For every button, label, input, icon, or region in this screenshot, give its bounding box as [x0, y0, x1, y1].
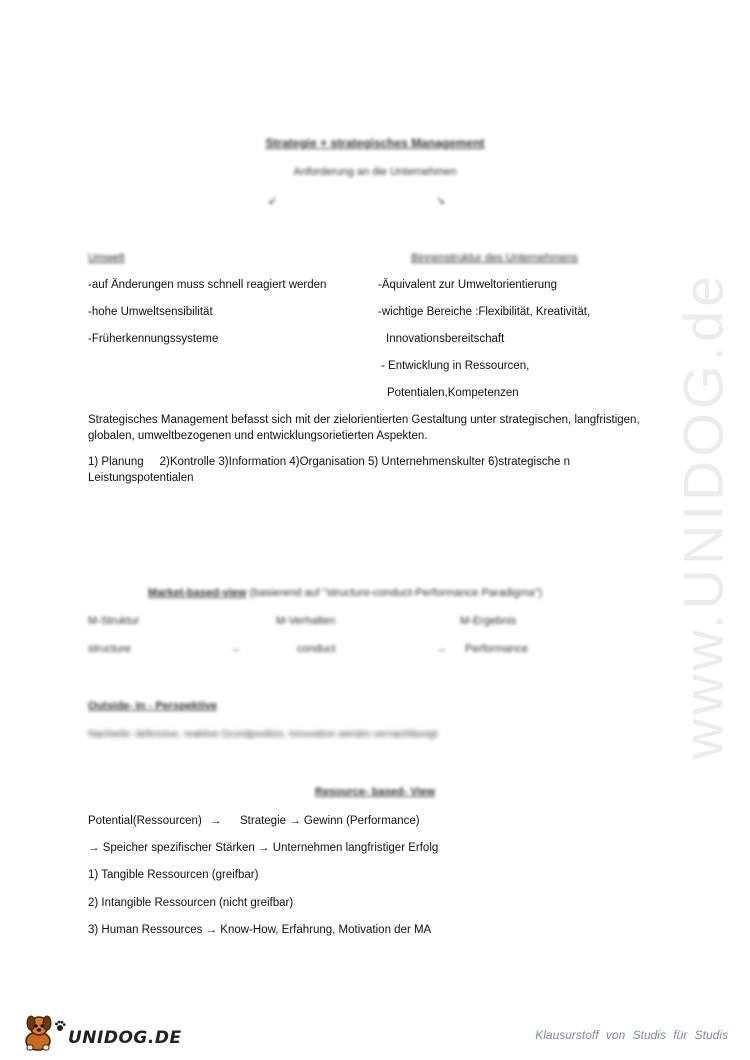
page-title: Strategie + strategisches Management	[265, 136, 485, 150]
resource-item: 3) Human Ressources → Know-How, Erfahrung, Motivation der MA	[88, 924, 432, 936]
resource-line	[88, 814, 202, 829]
arrow-right-icon: →	[210, 815, 222, 827]
right-item: Innovationsbereitschaft	[386, 333, 505, 345]
market-flow-item: structure	[88, 643, 131, 655]
paw-icon	[54, 1020, 66, 1032]
left-column-heading: Umwelt	[88, 252, 125, 264]
dog-icon	[22, 1014, 56, 1052]
arrow-right: ↘	[436, 195, 446, 207]
right-item: -wichtige Bereiche :Flexibilität, Kreativität,	[378, 306, 591, 318]
right-item: Potentialen,Kompetenzen	[387, 387, 519, 399]
arrow-left: ↙	[268, 195, 278, 207]
left-item: -auf Änderungen muss schnell reagiert werden	[88, 279, 327, 291]
left-item: -Früherkennungssysteme	[88, 333, 219, 345]
market-view-heading	[148, 587, 542, 599]
watermark-text: www.UNIDOG.de	[671, 271, 735, 759]
outside-in-heading: Outside- In - Perspektive	[88, 700, 217, 712]
resource-potential: Potential(Ressourcen)	[88, 815, 202, 827]
market-view-title: Market-based-view	[148, 587, 247, 599]
resource-line: → Speicher spezifischer Stärken → Unternehmen langfristiger Erfolg	[88, 842, 439, 854]
right-column-heading: Binnenstruktur des Unternehmens	[411, 252, 578, 264]
market-flow-item: Performance	[465, 643, 528, 655]
resource-item: 1) Tangible Ressourcen (greifbar)	[88, 869, 259, 881]
logo-text: UNIDOG.DE	[68, 1028, 182, 1048]
market-label: M-Struktur	[88, 615, 140, 627]
flow-arrow-icon: →	[436, 643, 447, 655]
market-label: M-Verhalten	[276, 615, 336, 627]
market-view-suffix: (basierend auf "structure-conduct-Performance Paradigma")	[246, 587, 543, 599]
market-flow-item: conduct	[297, 643, 336, 655]
definition-paragraph: Strategisches Management befasst sich mit der zielorientierten Gestaltung unter strategischen, langfristigen, globalen, umweltbezogenen und entwicklungsorietierten Aspekten.	[88, 414, 640, 442]
functions-paragraph: 1) Planung 2)Kontrolle 3)Information 4)Organisation 5) Unternehmenskulter 6)strategische n Leistungspotentialen	[88, 456, 574, 484]
outside-in-text: Nachteile: defensive, reaktive Grundposition, Innovation werden vernachlässigt	[88, 729, 438, 740]
right-item: - Entwicklung in Ressourcen,	[381, 360, 530, 372]
watermark	[648, 271, 750, 759]
right-item: -Äquivalent zur Umweltorientierung	[378, 279, 557, 291]
resource-strategy: Strategie → Gewinn (Performance)	[240, 815, 420, 827]
resource-item: 2) Intangible Ressourcen (nicht greifbar)	[88, 897, 294, 909]
flow-arrow-icon: →	[230, 643, 241, 655]
footer-logo	[22, 1012, 182, 1052]
page-subtitle: Anforderung an die Unternehmen	[293, 166, 457, 178]
footer-tagline: Klausurstoff von Studis für Studis	[535, 1028, 728, 1042]
left-item: -hohe Umweltsensibilität	[88, 306, 213, 318]
market-label: M-Ergebnis	[460, 615, 517, 627]
resource-view-heading: Resource- based- View	[314, 786, 436, 798]
